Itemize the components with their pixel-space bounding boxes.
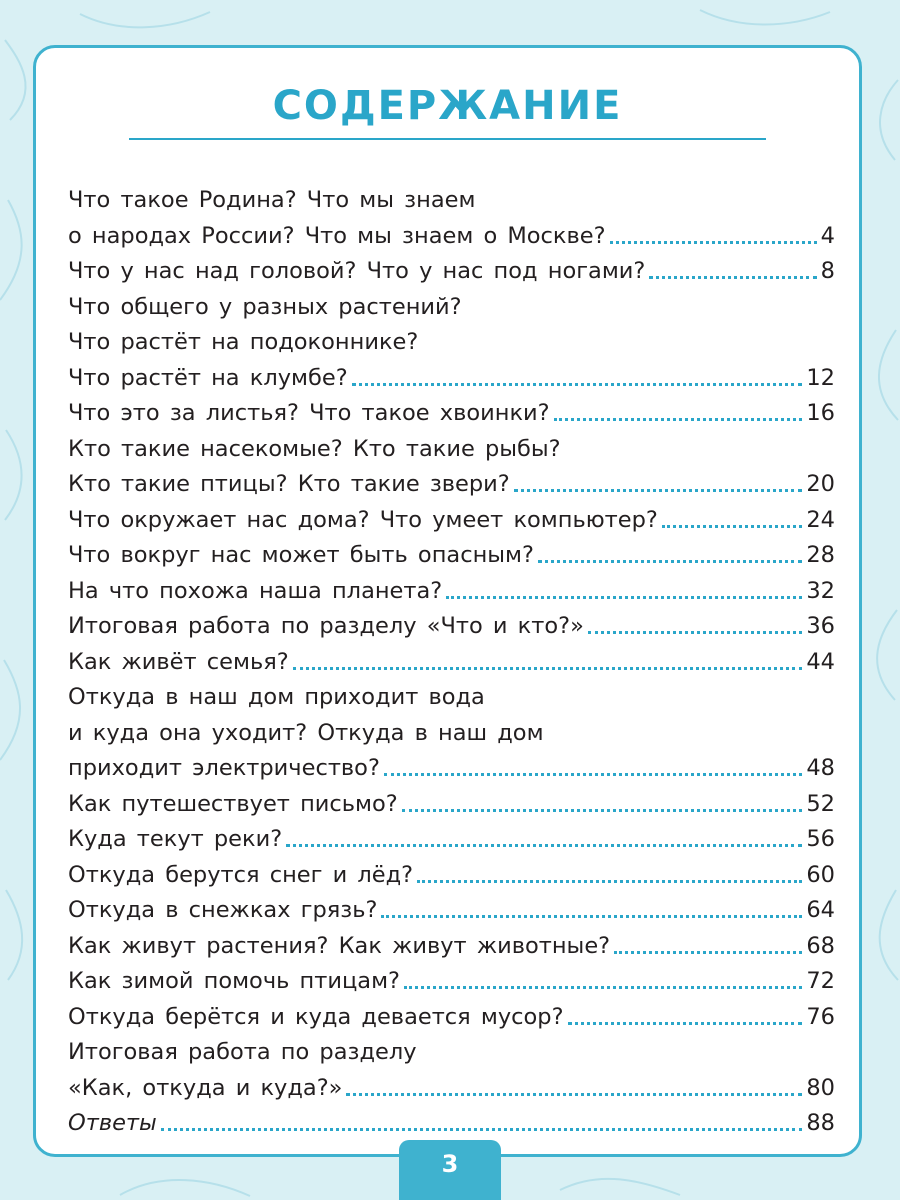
toc-entry-text: о народах России? Что мы знаем о Москве?: [68, 222, 606, 249]
toc-entry-text: Итоговая работа по разделу «Что и кто?»: [68, 613, 584, 639]
toc-entry-line: [68, 822, 835, 858]
toc-entry-text: Что вокруг нас может быть опасным?: [68, 542, 534, 568]
toc-entry[interactable]: [68, 432, 835, 503]
dot-leader: [446, 596, 802, 599]
toc-entry-line: [68, 396, 835, 432]
toc-page-number: 4: [820, 222, 835, 249]
dot-leader: [538, 560, 802, 563]
toc-page-number: 52: [806, 790, 835, 817]
toc-entry[interactable]: [68, 787, 835, 823]
toc-entry-text: Ответы: [68, 1110, 157, 1136]
toc-entry-text: приходит электричество?: [68, 755, 380, 781]
toc-entry-text: Что растёт на подоконнике?: [68, 329, 419, 355]
toc-entry-text: Итоговая работа по разделу: [68, 1039, 417, 1065]
toc-entry-line: [68, 1035, 835, 1071]
toc-entry-line: [68, 893, 835, 929]
dot-leader: [384, 773, 802, 776]
toc-page-number: 24: [806, 506, 835, 533]
toc-entry[interactable]: [68, 680, 835, 787]
toc-entry-line: [68, 574, 835, 610]
page-number: 3: [441, 1150, 459, 1178]
toc-entry-text: Что это за листья? Что такое хвоинки?: [68, 400, 550, 426]
toc-entry-text: На что похожа наша планета?: [68, 577, 443, 604]
dot-leader: [649, 276, 816, 279]
toc-page-number: 80: [806, 1074, 835, 1101]
toc-entry-line: [68, 964, 835, 1000]
toc-entry[interactable]: [68, 645, 835, 681]
dot-leader: [614, 951, 802, 954]
toc-page-number: 28: [806, 542, 835, 568]
toc-page-number: 60: [806, 861, 835, 888]
page-number-tab: [399, 1140, 501, 1200]
toc-entry-line: [68, 503, 835, 539]
toc-entry-text: Как путешествует письмо?: [68, 790, 398, 817]
toc-entry-line: [68, 432, 835, 468]
toc-page-number: 56: [806, 826, 835, 852]
toc-entry-text: Откуда берутся снег и лёд?: [68, 861, 414, 888]
dot-leader: [554, 418, 803, 421]
toc-entry[interactable]: [68, 1106, 835, 1142]
toc-entry-text: Что у нас над головой? Что у нас под ногами?: [68, 258, 646, 284]
toc-entry-line: [68, 645, 835, 681]
toc-entry-text: Откуда в снежках грязь?: [68, 897, 378, 923]
toc-entry[interactable]: [68, 290, 835, 397]
dot-leader: [286, 844, 802, 847]
dot-leader: [568, 1022, 803, 1025]
toc-entry-line: [68, 219, 835, 255]
toc-page-number: 44: [806, 648, 835, 675]
toc-entry-line: [68, 361, 835, 397]
toc-page-number: 68: [806, 932, 835, 959]
toc-entry-line: [68, 680, 835, 716]
toc-entry-line: [68, 1071, 835, 1107]
toc-entry-text: Что растёт на клумбе?: [68, 364, 348, 391]
toc-entry[interactable]: [68, 1035, 835, 1106]
contents-panel: [33, 45, 862, 1157]
toc-entry-line: [68, 609, 835, 645]
toc-entry[interactable]: [68, 858, 835, 894]
toc-page-number: 20: [806, 471, 835, 497]
toc-page-number: 12: [806, 364, 835, 391]
dot-leader: [161, 1128, 803, 1131]
toc-entry-text: Как зимой помочь птицам?: [68, 968, 400, 994]
toc-entry-line: [68, 751, 835, 787]
toc-entry-line: [68, 1000, 835, 1036]
toc-entry[interactable]: [68, 538, 835, 574]
dot-leader: [417, 880, 802, 883]
toc-entry-text: «Как, откуда и куда?»: [68, 1074, 343, 1101]
toc-entry[interactable]: [68, 183, 835, 254]
toc-entry[interactable]: [68, 503, 835, 539]
toc-entry[interactable]: [68, 609, 835, 645]
toc-entry[interactable]: [68, 964, 835, 1000]
toc-page-number: 76: [806, 1003, 835, 1030]
table-of-contents: [68, 183, 835, 1142]
toc-page-number: 8: [820, 258, 835, 284]
toc-entry-text: Откуда в наш дом приходит вода: [68, 684, 485, 710]
dot-leader: [346, 1093, 802, 1096]
dot-leader: [404, 986, 802, 989]
toc-entry-line: [68, 467, 835, 503]
toc-page-number: 16: [806, 400, 835, 426]
toc-entry-text: Что такое Родина? Что мы знаем: [68, 187, 476, 213]
toc-entry-line: [68, 325, 835, 361]
toc-entry-line: [68, 538, 835, 574]
toc-page-number: 72: [806, 968, 835, 994]
page-title: СОДЕРЖАНИЕ: [272, 83, 623, 129]
toc-entry-text: Откуда берётся и куда девается мусор?: [68, 1003, 564, 1030]
toc-entry-text: Что общего у разных растений?: [68, 293, 462, 320]
toc-page-number: 88: [806, 1110, 835, 1136]
toc-entry[interactable]: [68, 929, 835, 965]
toc-entry-line: [68, 929, 835, 965]
toc-entry[interactable]: [68, 254, 835, 290]
toc-page-number: 36: [806, 613, 835, 639]
dot-leader: [610, 241, 817, 244]
toc-entry[interactable]: [68, 574, 835, 610]
dot-leader: [381, 915, 802, 918]
toc-entry[interactable]: [68, 822, 835, 858]
toc-entry-line: [68, 716, 835, 752]
toc-page-number: 64: [806, 897, 835, 923]
toc-page-number: 48: [806, 755, 835, 781]
toc-page-number: 32: [806, 577, 835, 604]
dot-leader: [514, 489, 803, 492]
toc-entry-line: [68, 787, 835, 823]
toc-entry-line: [68, 290, 835, 326]
toc-entry-text: Кто такие насекомые? Кто такие рыбы?: [68, 435, 561, 462]
dot-leader: [588, 631, 803, 634]
toc-entry-text: и куда она уходит? Откуда в наш дом: [68, 719, 544, 746]
toc-entry-text: Что окружает нас дома? Что умеет компьютер?: [68, 506, 658, 533]
toc-entry-text: Куда текут реки?: [68, 826, 283, 852]
title-underline: [129, 138, 766, 140]
toc-entry[interactable]: [68, 1000, 835, 1036]
toc-entry-line: [68, 254, 835, 290]
toc-entry[interactable]: [68, 396, 835, 432]
dot-leader: [662, 525, 802, 528]
toc-entry-line: [68, 1106, 835, 1142]
dot-leader: [402, 809, 803, 812]
dot-leader: [352, 383, 803, 386]
toc-entry-text: Как живёт семья?: [68, 648, 289, 675]
toc-entry-text: Кто такие птицы? Кто такие звери?: [68, 471, 510, 497]
toc-entry-text: Как живут растения? Как живут животные?: [68, 932, 611, 959]
toc-entry[interactable]: [68, 893, 835, 929]
dot-leader: [293, 667, 803, 670]
toc-entry-line: [68, 858, 835, 894]
toc-entry-line: [68, 183, 835, 219]
